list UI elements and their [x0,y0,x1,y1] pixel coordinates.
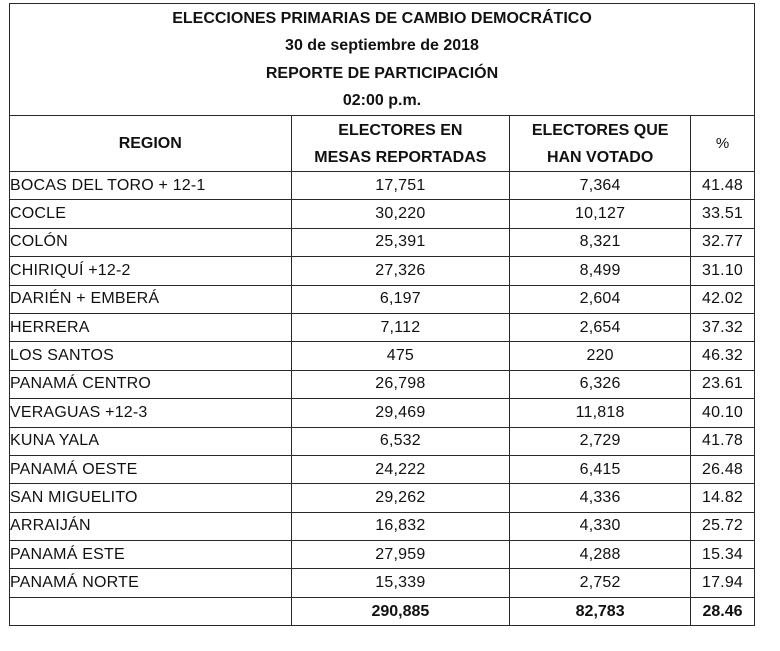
report-time: 02:00 p.m. [342,92,422,109]
row-electores-mesas: 27,959 [291,541,510,569]
column-header-region [10,116,292,172]
row-region: KUNA YALA [10,427,292,455]
row-region: LOS SANTOS [10,342,292,370]
table-row [10,370,755,398]
report-subtitle: REPORTE DE PARTICIPACIÓN [265,64,499,82]
row-region: PANAMÁ CENTRO [10,370,292,398]
column-header-electores-votado-line1: ELECTORES QUE [531,121,669,139]
report-title-block [10,4,755,116]
table-row [10,342,755,370]
row-percent: 40.10 [691,399,755,427]
column-header-electores-mesas [291,116,510,172]
table-row [10,285,755,313]
report-date: 30 de septiembre de 2018 [285,37,479,54]
row-electores-mesas: 27,326 [291,257,510,285]
row-region: COLÓN [10,228,292,256]
row-electores-votado: 4,288 [510,541,691,569]
row-electores-votado: 4,336 [510,484,691,512]
row-percent: 23.61 [691,370,755,398]
column-header-row [10,116,755,172]
column-header-electores-votado-line2: HAN VOTADO [546,148,654,166]
column-header-percent-label: % [715,135,730,152]
row-percent: 25.72 [691,512,755,540]
row-electores-votado: 2,752 [510,569,691,597]
participation-report-table [9,3,755,626]
row-percent: 37.32 [691,313,755,341]
table-row [10,200,755,228]
row-region: ARRAIJÁN [10,512,292,540]
row-region: PANAMÁ ESTE [10,541,292,569]
table-row [10,172,755,200]
table-row [10,541,755,569]
column-header-electores-mesas-line1: ELECTORES EN [338,121,463,139]
row-electores-votado: 2,654 [510,313,691,341]
column-header-electores-votado [510,116,691,172]
table-row [10,427,755,455]
row-electores-mesas: 30,220 [291,200,510,228]
column-header-electores-mesas-line2: MESAS REPORTADAS [314,148,487,166]
table-body [10,172,755,598]
row-electores-mesas: 6,532 [291,427,510,455]
row-region: BOCAS DEL TORO + 12-1 [10,172,292,200]
column-header-region-label: REGION [118,135,182,152]
row-electores-votado: 11,818 [510,399,691,427]
table-row [10,257,755,285]
row-electores-mesas: 24,222 [291,455,510,483]
row-electores-mesas: 475 [291,342,510,370]
row-electores-votado: 6,326 [510,370,691,398]
row-percent: 46.32 [691,342,755,370]
total-mesas: 290,885 [291,597,510,626]
row-region: PANAMÁ NORTE [10,569,292,597]
row-electores-votado: 8,321 [510,228,691,256]
row-electores-votado: 220 [510,342,691,370]
title-row [10,4,755,116]
total-region [10,597,292,626]
table-row [10,569,755,597]
row-percent: 32.77 [691,228,755,256]
column-header-percent [691,116,755,172]
total-votado: 82,783 [510,597,691,626]
row-electores-mesas: 29,262 [291,484,510,512]
row-percent: 31.10 [691,257,755,285]
row-electores-mesas: 16,832 [291,512,510,540]
row-electores-votado: 6,415 [510,455,691,483]
row-electores-mesas: 29,469 [291,399,510,427]
row-percent: 15.34 [691,541,755,569]
row-region: COCLE [10,200,292,228]
table-row [10,512,755,540]
row-electores-votado: 7,364 [510,172,691,200]
row-electores-votado: 10,127 [510,200,691,228]
row-percent: 41.78 [691,427,755,455]
table-row [10,313,755,341]
row-region: VERAGUAS +12-3 [10,399,292,427]
row-region: SAN MIGUELITO [10,484,292,512]
row-region: PANAMÁ OESTE [10,455,292,483]
row-percent: 42.02 [691,285,755,313]
row-electores-votado: 2,604 [510,285,691,313]
row-percent: 33.51 [691,200,755,228]
report-title: ELECCIONES PRIMARIAS DE CAMBIO DEMOCRÁTICO [172,9,592,27]
row-electores-mesas: 15,339 [291,569,510,597]
total-percent: 28.46 [691,597,755,626]
table-row [10,399,755,427]
row-electores-mesas: 7,112 [291,313,510,341]
row-electores-mesas: 26,798 [291,370,510,398]
row-region: DARIÉN + EMBERÁ [10,285,292,313]
table-row [10,455,755,483]
row-electores-votado: 2,729 [510,427,691,455]
row-percent: 41.48 [691,172,755,200]
row-electores-mesas: 25,391 [291,228,510,256]
row-electores-mesas: 6,197 [291,285,510,313]
row-region: CHIRIQUÍ +12-2 [10,257,292,285]
row-percent: 17.94 [691,569,755,597]
total-row [10,597,755,626]
row-region: HERRERA [10,313,292,341]
row-electores-votado: 8,499 [510,257,691,285]
row-percent: 26.48 [691,455,755,483]
row-percent: 14.82 [691,484,755,512]
table-row [10,484,755,512]
table-row [10,228,755,256]
row-electores-mesas: 17,751 [291,172,510,200]
row-electores-votado: 4,330 [510,512,691,540]
